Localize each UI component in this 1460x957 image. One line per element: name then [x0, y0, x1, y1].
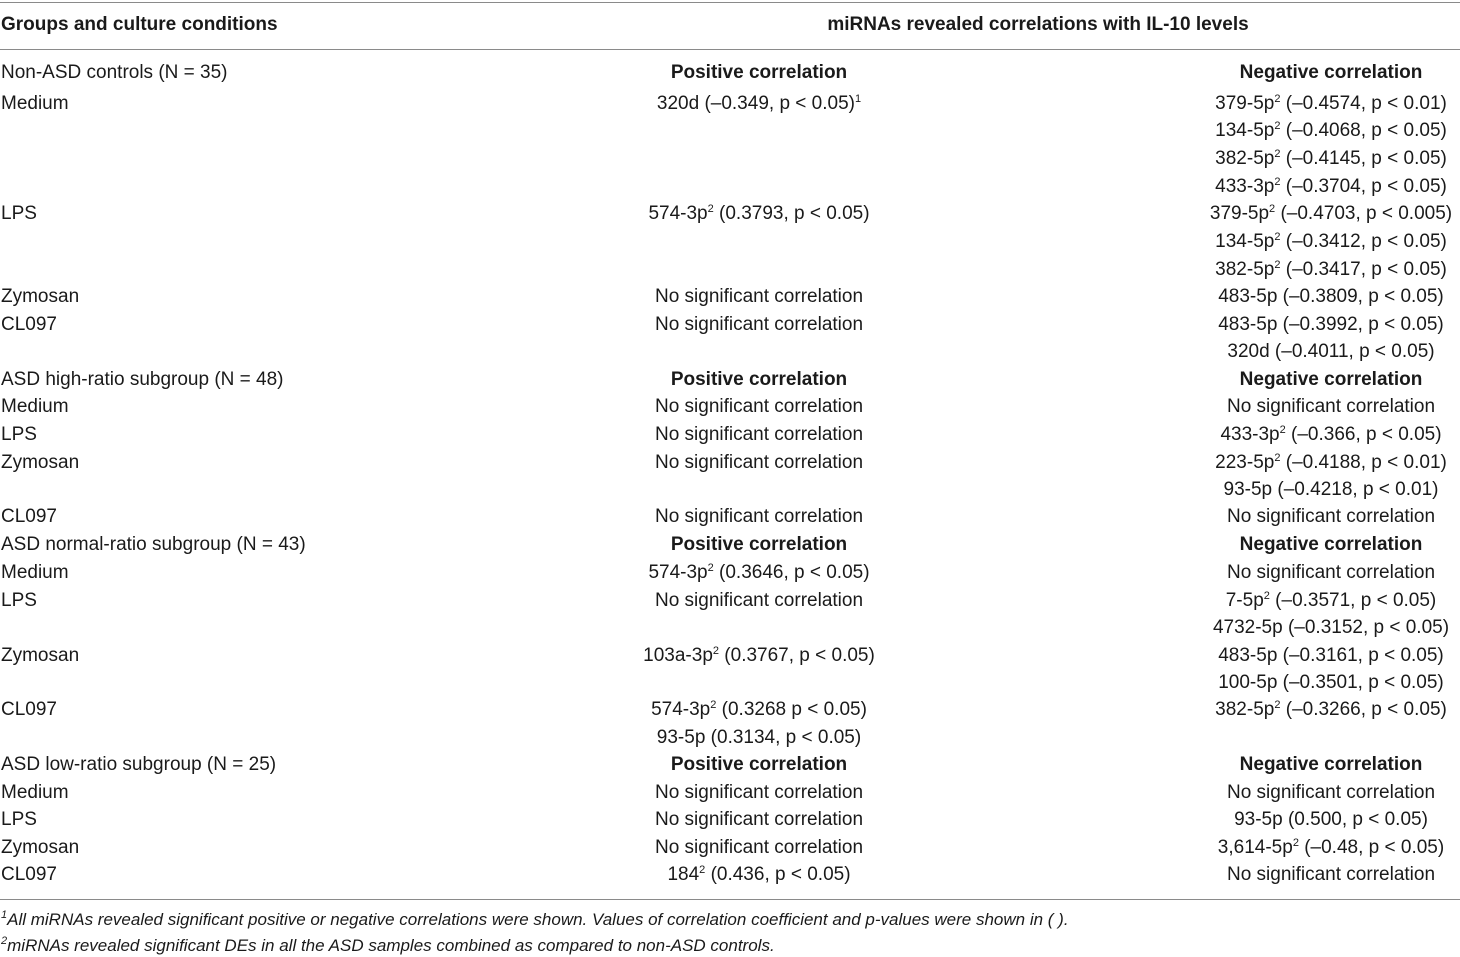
- positive-cell: No significant correlation: [654, 506, 864, 527]
- positive-cell: No significant correlation: [654, 809, 864, 830]
- table-row: [0, 782, 1460, 810]
- negative-cell: $3,614-5p^2$ (–0.48, p < 0.05): [1217, 837, 1445, 858]
- negative-cell: $379-5p^2$ (–0.4574, p < 0.01): [1215, 93, 1447, 114]
- group-cell: LPS: [1, 203, 37, 224]
- table-row: [0, 396, 1460, 424]
- table-row: [0, 837, 1460, 865]
- negative-cell: No significant correlation: [1226, 396, 1436, 417]
- positive-cell: No significant correlation: [654, 452, 864, 473]
- negative-cell: Negative correlation: [1239, 754, 1423, 775]
- group-cell: Zymosan: [1, 452, 80, 473]
- bottom-rule: [0, 899, 1460, 900]
- positive-cell: No significant correlation: [654, 782, 864, 803]
- positive-cell: No significant correlation: [654, 396, 864, 417]
- table-row: [0, 341, 1460, 369]
- group-cell: CL097: [1, 314, 57, 335]
- table-row: [0, 590, 1460, 618]
- table-row: [0, 231, 1460, 259]
- header-rule: [0, 49, 1460, 50]
- group-cell: Non-ASD controls (N = 35): [1, 62, 228, 83]
- table-row: [0, 562, 1460, 590]
- negative-cell: No significant correlation: [1226, 864, 1436, 885]
- table-row: [0, 452, 1460, 480]
- table-row: [0, 506, 1460, 534]
- negative-cell: 320d (–0.4011, p < 0.05): [1227, 341, 1435, 362]
- positive-cell: No significant correlation: [654, 286, 864, 307]
- table-row: [0, 314, 1460, 342]
- group-cell: ASD low-ratio subgroup (N = 25): [1, 754, 277, 775]
- top-rule: [0, 2, 1460, 3]
- positive-cell: No significant correlation: [654, 424, 864, 445]
- group-cell: Zymosan: [1, 645, 80, 666]
- group-cell: LPS: [1, 809, 37, 830]
- table-row: [0, 176, 1460, 204]
- footnote-2: $^2$miRNAs revealed significant DEs in all the ASD samples combined as compared to non-ASD controls.: [1, 935, 775, 955]
- table-row: [0, 148, 1460, 176]
- positive-cell: $574-3p^2$ (0.3793, p < 0.05): [648, 203, 870, 224]
- group-cell: Medium: [1, 396, 69, 417]
- positive-cell: Positive correlation: [670, 534, 848, 555]
- positive-cell: $184^2$ (0.436, p < 0.05): [667, 864, 851, 885]
- table-row: [0, 699, 1460, 727]
- group-cell: ASD normal-ratio subgroup (N = 43): [1, 534, 306, 555]
- group-cell: LPS: [1, 590, 37, 611]
- negative-cell: No significant correlation: [1226, 782, 1436, 803]
- negative-cell: $379-5p^2$ (–0.4703, p < 0.005): [1209, 203, 1453, 224]
- group-cell: ASD high-ratio subgroup (N = 48): [1, 369, 284, 390]
- table-row: [0, 864, 1460, 892]
- group-cell: Zymosan: [1, 837, 80, 858]
- positive-cell: No significant correlation: [654, 314, 864, 335]
- table-row: [0, 286, 1460, 314]
- group-cell: Medium: [1, 93, 69, 114]
- table-row: [0, 617, 1460, 645]
- negative-cell: 93-5p (0.500, p < 0.05): [1234, 809, 1428, 830]
- table-row: [0, 203, 1460, 231]
- table-row: [0, 534, 1460, 562]
- negative-cell: $7-5p^2$ (–0.3571, p < 0.05): [1225, 590, 1437, 611]
- negative-cell: $382-5p^2$ (–0.4145, p < 0.05): [1215, 148, 1447, 169]
- negative-cell: $134-5p^2$ (–0.4068, p < 0.05): [1215, 120, 1447, 141]
- negative-cell: $433-3p^2$ (–0.366, p < 0.05): [1220, 424, 1442, 445]
- positive-cell: No significant correlation: [654, 837, 864, 858]
- table-row: [0, 259, 1460, 287]
- footnote-1: $^1$All miRNAs revealed significant positive or negative correlations were shown. Values of correlation coefficient and p-values were shown in ( ).: [1, 909, 1069, 929]
- negative-cell: Negative correlation: [1239, 62, 1423, 83]
- negative-cell: 100-5p (–0.3501, p < 0.05): [1218, 672, 1444, 693]
- group-cell: Medium: [1, 562, 69, 583]
- positive-cell: $574-3p^2$ (0.3646, p < 0.05): [648, 562, 870, 583]
- group-cell: CL097: [1, 506, 57, 527]
- negative-cell: 483-5p (–0.3992, p < 0.05): [1218, 314, 1444, 335]
- negative-cell: No significant correlation: [1226, 506, 1436, 527]
- negative-cell: 93-5p (–0.4218, p < 0.01): [1223, 479, 1439, 500]
- negative-cell: No significant correlation: [1226, 562, 1436, 583]
- positive-cell: No significant correlation: [654, 590, 864, 611]
- negative-cell: $134-5p^2$ (–0.3412, p < 0.05): [1215, 231, 1447, 252]
- group-cell: LPS: [1, 424, 37, 445]
- negative-cell: $223-5p^2$ (–0.4188, p < 0.01): [1215, 452, 1447, 473]
- positive-cell: 320d (–0.349, p < 0.05)$^1$: [656, 93, 862, 114]
- table-row: [0, 93, 1460, 121]
- negative-cell: 483-5p (–0.3809, p < 0.05): [1218, 286, 1444, 307]
- negative-cell: 4732-5p (–0.3152, p < 0.05): [1212, 617, 1450, 638]
- positive-cell: Positive correlation: [670, 62, 848, 83]
- table-row: [0, 672, 1460, 700]
- negative-cell: $433-3p^2$ (–0.3704, p < 0.05): [1215, 176, 1447, 197]
- positive-cell: 93-5p (0.3134, p < 0.05): [656, 727, 862, 748]
- table-row: [0, 645, 1460, 673]
- header-mirnas: miRNAs revealed correlations with IL-10 levels: [827, 14, 1249, 35]
- group-cell: CL097: [1, 699, 57, 720]
- table-row: [0, 809, 1460, 837]
- negative-cell: $382-5p^2$ (–0.3417, p < 0.05): [1215, 259, 1447, 280]
- group-cell: CL097: [1, 864, 57, 885]
- table-row: [0, 479, 1460, 507]
- positive-cell: Positive correlation: [670, 369, 848, 390]
- table-row: [0, 120, 1460, 148]
- group-cell: Zymosan: [1, 286, 80, 307]
- negative-cell: $382-5p^2$ (–0.3266, p < 0.05): [1215, 699, 1447, 720]
- positive-cell: $103a-3p^2$ (0.3767, p < 0.05): [643, 645, 875, 666]
- table-row: [0, 62, 1460, 90]
- positive-cell: Positive correlation: [670, 754, 848, 775]
- group-cell: Medium: [1, 782, 69, 803]
- table-row: [0, 424, 1460, 452]
- header-groups: Groups and culture conditions: [1, 14, 278, 35]
- table-row: [0, 369, 1460, 397]
- table-row: [0, 727, 1460, 755]
- positive-cell: $574-3p^2$ (0.3268 p < 0.05): [651, 699, 867, 720]
- negative-cell: Negative correlation: [1239, 369, 1423, 390]
- negative-cell: 483-5p (–0.3161, p < 0.05): [1218, 645, 1444, 666]
- negative-cell: Negative correlation: [1239, 534, 1423, 555]
- table-row: [0, 754, 1460, 782]
